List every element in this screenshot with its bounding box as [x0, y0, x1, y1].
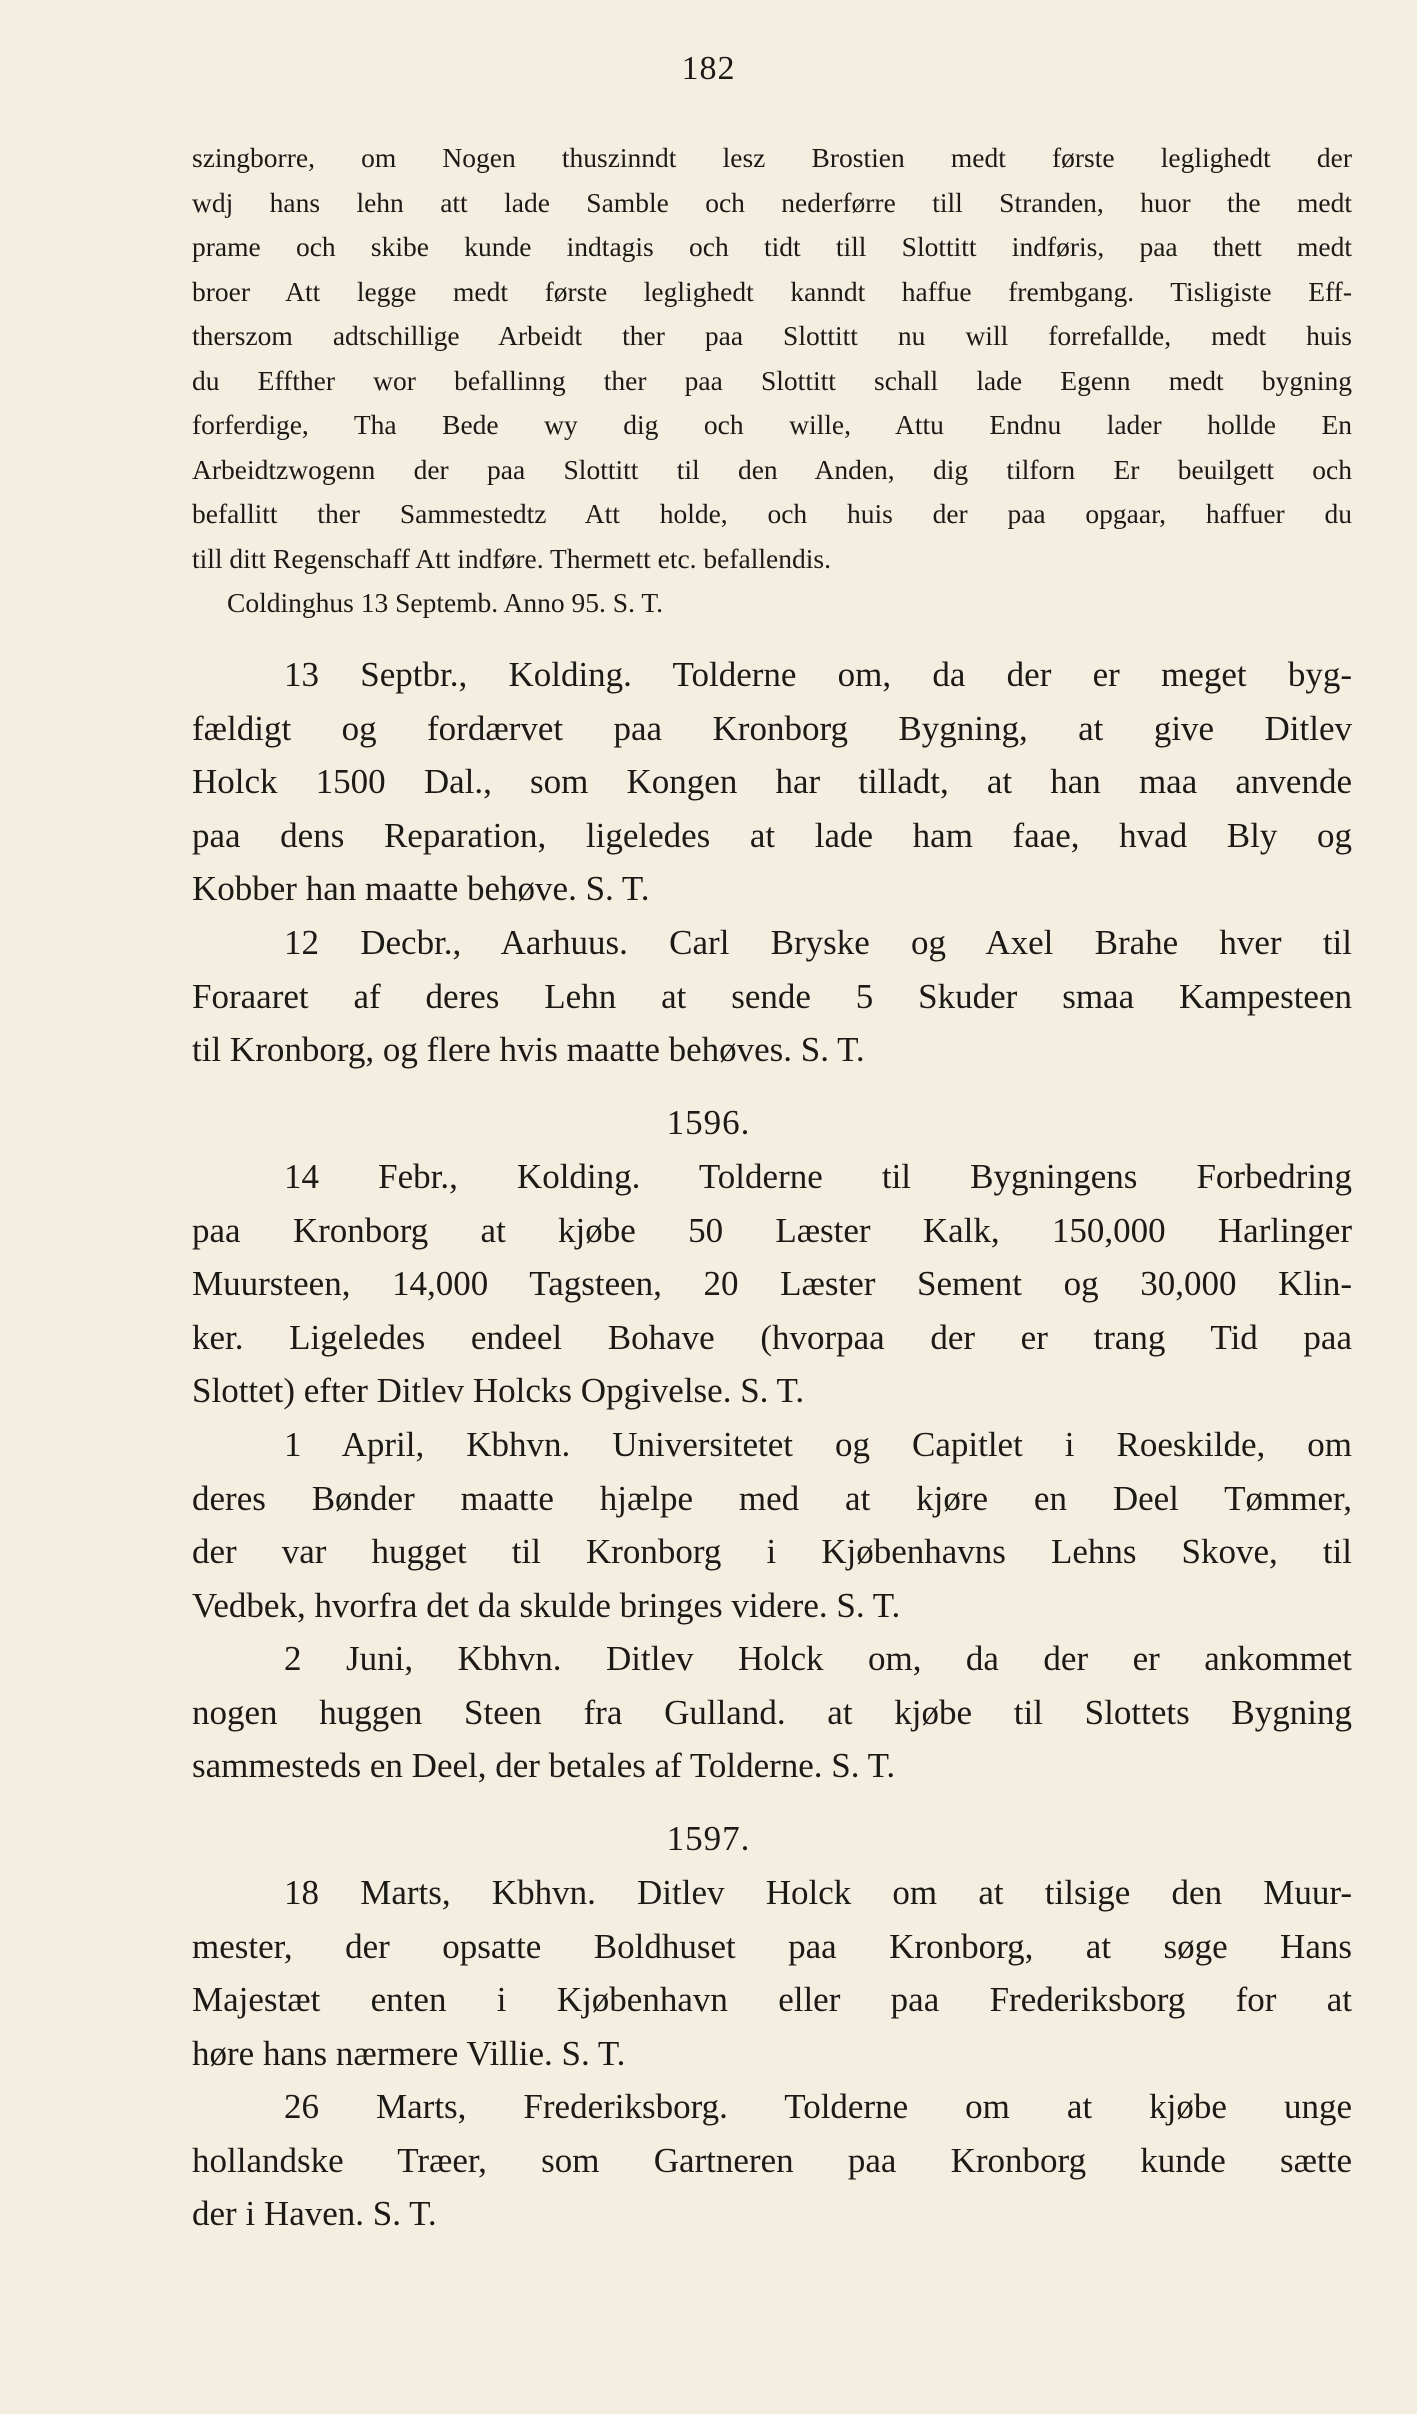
entry-26-marts [192, 2080, 1352, 2241]
text-line: 12 Decbr., Aarhuus. Carl Bryske og Axel Brahe hver til [284, 923, 1352, 962]
text-line: forferdige, Tha Bede wy dig och wille, Attu Endnu lader hollde En [192, 409, 1352, 440]
text-line: 2 Juni, Kbhvn. Ditlev Holck om, da der er ankommet [284, 1639, 1352, 1678]
text-line: deres Bønder maatte hjælpe med at kjøre en Deel Tømmer, [192, 1478, 1352, 1518]
text-line: szingborre, om Nogen thuszinndt lesz Brostien medt første leglighedt der [192, 142, 1352, 173]
text-line: mester, der opsatte Boldhuset paa Kronborg, at søge Hans [192, 1926, 1352, 1966]
text-line: du Effther wor befallinng ther paa Slottitt schall lade Egenn medt bygning [192, 364, 1352, 396]
entry-14-febr [192, 1150, 1352, 1418]
text-line: til Kronborg, og flere hvis maatte behøves. S. T. [192, 1030, 865, 1070]
text-line: der var hugget til Kronborg i Kjøbenhavns Lehns Skove, til [192, 1532, 1352, 1572]
text-line: hollandske Træer, som Gartneren paa Kronborg kunde sætte [192, 2140, 1352, 2180]
text-line: Majestæt enten i Kjøbenhavn eller paa Frederiksborg for at [192, 1980, 1352, 2020]
text-line: Holck 1500 Dal., som Kongen har tilladt, at han maa anvende [192, 762, 1352, 802]
text-line: paa dens Reparation, ligeledes at lade ham faae, hvad Bly og [192, 815, 1352, 855]
text-line: sammesteds en Deel, der betales af Tolderne. S. T. [192, 1746, 896, 1786]
text-line: till ditt Regenschaff Att indføre. Thermett etc. befallendis. [192, 542, 831, 574]
letter-excerpt [192, 136, 1352, 626]
entry-18-marts [192, 1866, 1352, 2080]
text-line: der i Haven. S. T. [192, 2194, 437, 2234]
text-line: Muursteen, 14,000 Tagsteen, 20 Læster Sement og 30,000 Klin- [192, 1264, 1352, 1304]
text-line: broer Att legge medt første leglighedt kanndt haffue frembgang. Tisligiste Eff- [192, 275, 1352, 307]
year-heading-1597: 1597. [666, 1819, 751, 1858]
text-line: paa Kronborg at kjøbe 50 Læster Kalk, 150,000 Harlinger [192, 1210, 1352, 1250]
text-line: befallitt ther Sammestedtz Att holde, och huis der paa opgaar, haffuer du [192, 498, 1352, 529]
text-line: Arbeidtzwogenn der paa Slottitt til den Anden, dig tilforn Er beuilgett och [192, 453, 1352, 485]
text-line: 18 Marts, Kbhvn. Ditlev Holck om at tilsige den Muur- [284, 1873, 1352, 1912]
entry-12-decbr [192, 916, 1352, 1077]
entry-13-septbr [192, 648, 1352, 916]
text-line: 13 Septbr., Kolding. Tolderne om, da der er meget byg- [284, 655, 1352, 694]
text-line: prame och skibe kunde indtagis och tidt till Slottitt indføris, paa thett medt [192, 231, 1352, 262]
letter-signature: Coldinghus 13 Septemb. Anno 95. S. T. [227, 587, 663, 618]
text-line: 14 Febr., Kolding. Tolderne til Bygningens Forbedring [284, 1157, 1352, 1196]
text-line: Kobber han maatte behøve. S. T. [192, 869, 650, 909]
page-number: 182 [681, 50, 736, 87]
text-line: 1 April, Kbhvn. Universitetet og Capitlet i Roeskilde, om [284, 1425, 1352, 1464]
text-line: nogen huggen Steen fra Gulland. at kjøbe til Slottets Bygning [192, 1692, 1352, 1732]
year-heading-1596: 1596. [666, 1103, 751, 1142]
text-line: therszom adtschillige Arbeidt ther paa Slottitt nu will forrefallde, medt huis [192, 320, 1352, 351]
entry-1-april [192, 1418, 1352, 1632]
entry-2-juni [192, 1632, 1352, 1793]
text-line: ker. Ligeledes endeel Bohave (hvorpaa der er trang Tid paa [192, 1317, 1352, 1357]
text-line: høre hans nærmere Villie. S. T. [192, 2033, 626, 2073]
text-line: Vedbek, hvorfra det da skulde bringes videre. S. T. [192, 1585, 901, 1625]
text-line: Foraaret af deres Lehn at sende 5 Skuder smaa Kampesteen [192, 976, 1352, 1016]
text-line: Slottet) efter Ditlev Holcks Opgivelse. S. T. [192, 1371, 805, 1411]
text-line: wdj hans lehn att lade Samble och nederførre till Stranden, huor the medt [192, 186, 1352, 218]
text-line: 26 Marts, Frederiksborg. Tolderne om at kjøbe unge [284, 2087, 1352, 2126]
text-line: fældigt og fordærvet paa Kronborg Bygning, at give Ditlev [192, 708, 1352, 748]
